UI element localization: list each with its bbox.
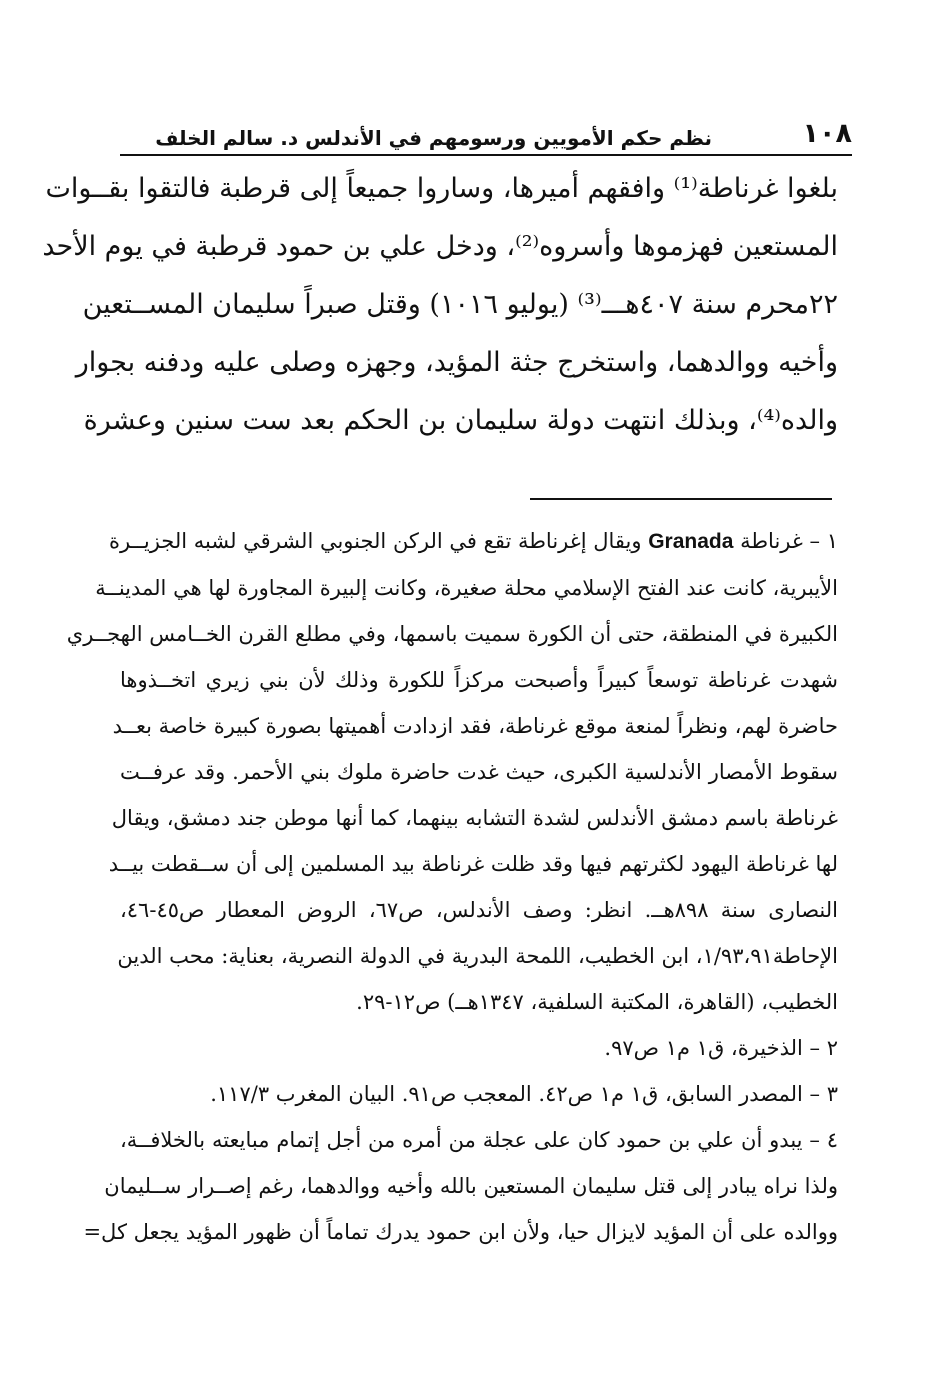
body-line: المستعين فهزموها وأسروه⁽²⁾، ودخل علي بن حمود قرطبة في يوم الأحد	[42, 231, 838, 262]
body-line: والده⁽⁴⁾، وبذلك انتهت دولة سليمان بن الحكم بعد ست سنين وعشرة	[83, 405, 838, 436]
footnote-1-line: لها غرناطة اليهود لكثرتهم فيها وقد ظلت غرناطة بيد المسلمين إلى أن ســقطت بيــد	[108, 852, 838, 876]
footnote-1-latin-term: Granada	[648, 530, 734, 553]
footnote-1-line: النصارى سنة ٨٩٨هــ. انظر: وصف الأندلس، ص٦٧، الروض المعطار ص٤٥-٤٦،	[120, 898, 838, 922]
body-line: وأخيه ووالدهما، واستخرج جثة المؤيد، وجهزه وصلى عليه ودفنه بجوار	[75, 347, 838, 378]
body-text	[42, 160, 838, 450]
footnote-separator	[530, 498, 832, 500]
footnote-1-suffix: ويقال إغرناطة تقع في الركن الجنوبي الشرقي لشبه الجزيــرة	[108, 529, 649, 553]
footnotes	[66, 518, 838, 1255]
footnote-2: ٢ – الذخيرة، ق١ م١ ص٩٧.	[604, 1036, 838, 1060]
footnote-1-line: حاضرة لهم، ونظراً لمنعة موقع غرناطة، فقد ازدادت أهميتها بصورة كبيرة خاصة بعــد	[112, 714, 838, 738]
body-line: بلغوا غرناطة⁽¹⁾ وافقهم أميرها، وساروا جميعاً إلى قرطبة فالتقوا بقــوات	[45, 173, 838, 204]
footnote-3: ٣ – المصدر السابق، ق١ م١ ص٤٢. المعجب ص٩١. البيان المغرب ١١٧/٣.	[210, 1082, 838, 1106]
footnote-4-line: ولذا نراه يبادر إلى قتل سليمان المستعين بالله وأخيه ووالدهما، رغم إصــرار ســليمان	[104, 1174, 838, 1198]
footnote-1-prefix: ١ – غرناطة	[733, 529, 838, 553]
footnote-1-line: شهدت غرناطة توسعاً كبيراً وأصبحت مركزاً للكورة وذلك لأن بني زيري اتخــذوها	[120, 668, 838, 692]
footnote-1-line: الأيبرية، كانت عند الفتح الإسلامي محلة صغيرة، وكانت إلبيرة المجاورة لها هي المدينــة	[95, 576, 838, 600]
footnote-1-line	[108, 518, 838, 565]
running-title: نظم حكم الأمويين ورسومهم في الأندلس د. سالم الخلف	[155, 126, 712, 150]
footnote-1-line: سقوط الأمصار الأندلسية الكبرى، حيث غدت حاضرة ملوك بني الأحمر. وقد عرفــت	[120, 760, 838, 784]
footnote-4-line: ووالده على أن المؤيد لايزال حيا، ولأن ابن حمود يدرك تماماً أن ظهور المؤيد يجعل كل=	[83, 1220, 838, 1244]
footnote-1-line: الكبيرة في المنطقة، حتى أن الكورة سميت باسمها، وفي مطلع القرن الخــامس الهجــري	[66, 622, 838, 646]
footnote-4-line: ٤ – يبدو أن علي بن حمود كان على عجلة من أمره من أجل إتمام مبايعته بالخلافــة،	[120, 1128, 838, 1152]
body-line: ٢٢محرم سنة ٤٠٧هـــ⁽³⁾ (يوليو ١٠١٦) وقتل صبراً سليمان المســتعين	[82, 289, 838, 320]
footnote-1-line: الإحاطة١/٩٣،٩١، ابن الخطيب، اللمحة البدرية في الدولة النصرية، بعناية: محب الدين	[117, 944, 838, 968]
footnote-1-line: الخطيب، (القاهرة، المكتبة السلفية، ١٣٤٧هــ) ص١٢-٢٩.	[356, 990, 838, 1014]
page-header	[120, 118, 852, 156]
page-number: ١٠٨	[802, 118, 852, 149]
footnote-1-line: غرناطة باسم دمشق الأندلس لشدة التشابه بينهما، كما أنها موطن جند دمشق، ويقال	[111, 806, 838, 830]
